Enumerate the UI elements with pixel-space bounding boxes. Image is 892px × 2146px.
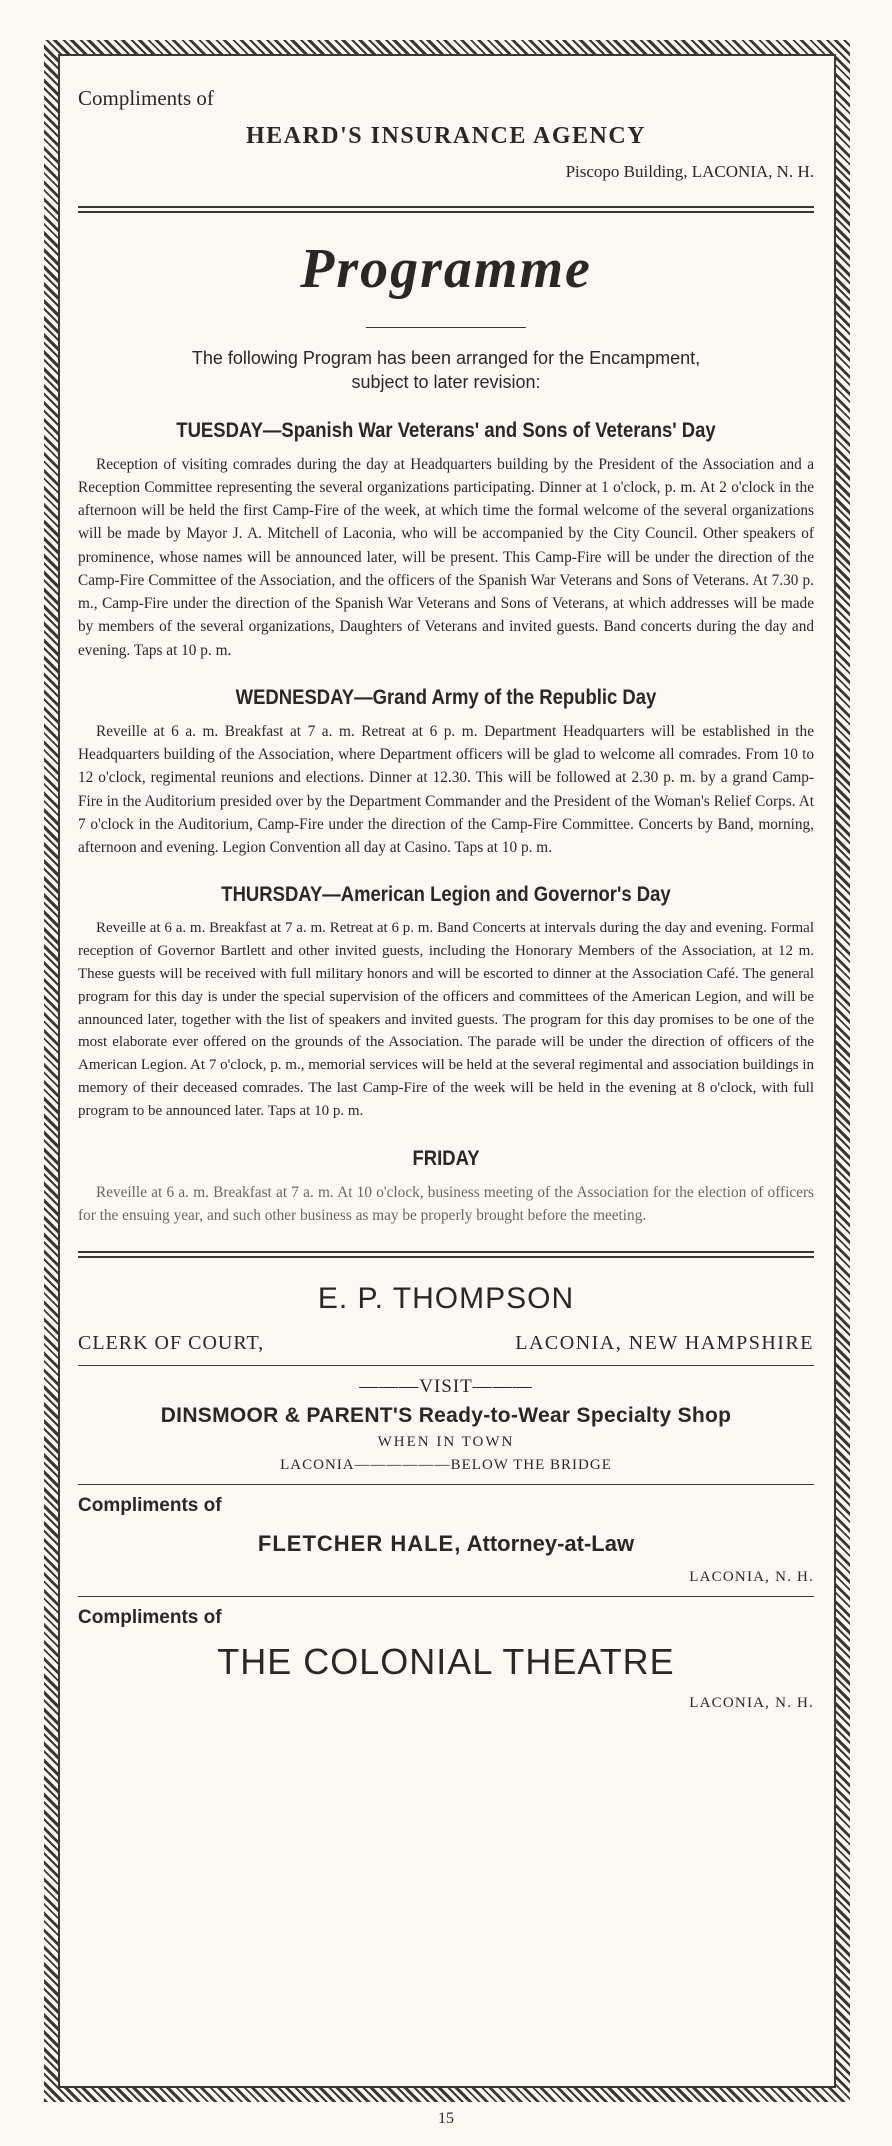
when-in-town: WHEN IN TOWN bbox=[377, 1434, 515, 1451]
fletcher-compliments: Compliments of bbox=[78, 1495, 222, 1517]
fletcher-title: Attorney-at-Law bbox=[466, 1531, 635, 1557]
thursday-text: Reveille at 6 a. m. Breakfast at 7 a. m. Retreat at 6 p. m. Band Concerts at intervals during the day and evening. Formal reception of Governor Bartlett and other invited guests, including the Honorary Members of the Association, at 12 m. These guests will be received with full military honors and will be escorted to dinner at the Association Café. The general program for this day is under the special supervision of the officers and committees of the American Legion, and will be announced later, together with the list of speakers and invited guests. The program for this day promises to be one of the most elaborate ever offered on the grounds of the Association. The parade will be under the direction of officers of the American Legion. At 7 o'clock, p. m., memorial services will be held at the several regimental and association buildings in memory of their deceased comrades. The last Camp-Fire of the week will be held in the evening at 8 o'clock, with full program to be announced later. Taps at 10 p. m. bbox=[78, 920, 814, 1119]
ad-rule-1 bbox=[78, 1365, 814, 1366]
wednesday-heading: WEDNESDAY—Grand Army of the Republic Day bbox=[235, 685, 657, 709]
intro-line-2: subject to later revision: bbox=[351, 372, 541, 393]
double-rule bbox=[78, 206, 814, 213]
thursday-heading: THURSDAY—American Legion and Governor's Day bbox=[221, 883, 671, 907]
ad-rule-2 bbox=[78, 1484, 814, 1485]
shop-name: DINSMOOR & PARENT'S bbox=[160, 1404, 413, 1428]
theatre-name: THE COLONIAL THEATRE bbox=[217, 1641, 675, 1683]
double-rule-ads bbox=[78, 1251, 814, 1258]
bridge-left: LACONIA—————— bbox=[280, 1457, 451, 1474]
thompson-name: E. P. THOMPSON bbox=[317, 1282, 575, 1316]
friday-text: Reveille at 6 a. m. Breakfast at 7 a. m. At 10 o'clock, business meeting of the Association for the election of officers for the ensuing year, and such other business as may be properly brought before the meeting. bbox=[78, 1183, 814, 1224]
compliments-label: Compliments of bbox=[78, 86, 214, 110]
page-number: 15 bbox=[438, 2110, 454, 2127]
tuesday-heading: TUESDAY—Spanish War Veterans' and Sons of Veterans' Day bbox=[176, 418, 716, 442]
thompson-place: LACONIA, NEW HAMPSHIRE bbox=[515, 1332, 814, 1355]
thompson-title: CLERK OF COURT, bbox=[78, 1332, 265, 1355]
theatre-place: LACONIA, N. H. bbox=[689, 1695, 814, 1712]
friday-heading: FRIDAY bbox=[412, 1146, 480, 1170]
programme-intro bbox=[78, 346, 814, 395]
bridge-line bbox=[78, 1457, 814, 1474]
thompson-line bbox=[78, 1332, 814, 1355]
fletcher-name: FLETCHER HALE, bbox=[257, 1531, 462, 1557]
shop-description: Ready-to-Wear Specialty Shop bbox=[418, 1404, 732, 1428]
shop-line bbox=[78, 1404, 814, 1428]
wednesday-text: Reveille at 6 a. m. Breakfast at 7 a. m. Retreat at 6 p. m. Department Headquarters will be established in the Headquarters building of the Association, where Department officers will be glad to welcome all comrades. From 10 to 12 o'clock, regimental reunions and elections. Dinner at 12.30. This will be followed at 2.30 p. m. by a grand Camp-Fire in the Auditorium presided over by the Department Commander and the President of the Woman's Relief Corps. At 7 o'clock in the Auditorium, Camp-Fire under the direction of the Camp-Fire Committee. Concerts by Band, morning, afternoon and evening. Legion Convention all day at Casino. Taps at 10 p. m. bbox=[78, 722, 814, 857]
ad-rule-3 bbox=[78, 1596, 814, 1597]
title-rule bbox=[366, 327, 526, 328]
theatre-compliments: Compliments of bbox=[78, 1607, 222, 1629]
visit-label: ———VISIT——— bbox=[359, 1376, 533, 1398]
fletcher-line bbox=[78, 1531, 814, 1557]
fletcher-place: LACONIA, N. H. bbox=[689, 1569, 814, 1586]
page-content bbox=[78, 70, 814, 1712]
tuesday-text: Reception of visiting comrades during the day at Headquarters building by the President of the Association and a Reception Committee representing the several organizations participating. Dinner at 1 o'clock, p. m. At 2 o'clock in the afternoon will be held the first Camp-Fire of the week, at which time the formal welcome of the several organizations will be made by Mayor J. A. Mitchell of Laconia, who will be accompanied by the City Council. Other speakers of prominence, whose names will be announced later, will be present. This Camp-Fire will be under the direction of the Camp-Fire Committee of the Association, and the officers of the Spanish War Veterans and Sons of Veterans. At 7.30 p. m., Camp-Fire under the direction of the Spanish War Veterans and Sons of Veterans, at which addresses will be made by members of the several organizations, Daughters of Veterans and invited guests. Band concerts during the day and evening. Taps at 10 p. m. bbox=[78, 455, 814, 659]
agency-address: Piscopo Building, LACONIA, N. H. bbox=[565, 162, 814, 181]
bridge-right: BELOW THE BRIDGE bbox=[450, 1457, 612, 1474]
agency-name: HEARD'S INSURANCE AGENCY bbox=[245, 123, 647, 149]
intro-line-1: The following Program has been arranged for the Encampment, bbox=[191, 348, 701, 368]
programme-title: Programme bbox=[300, 238, 592, 300]
